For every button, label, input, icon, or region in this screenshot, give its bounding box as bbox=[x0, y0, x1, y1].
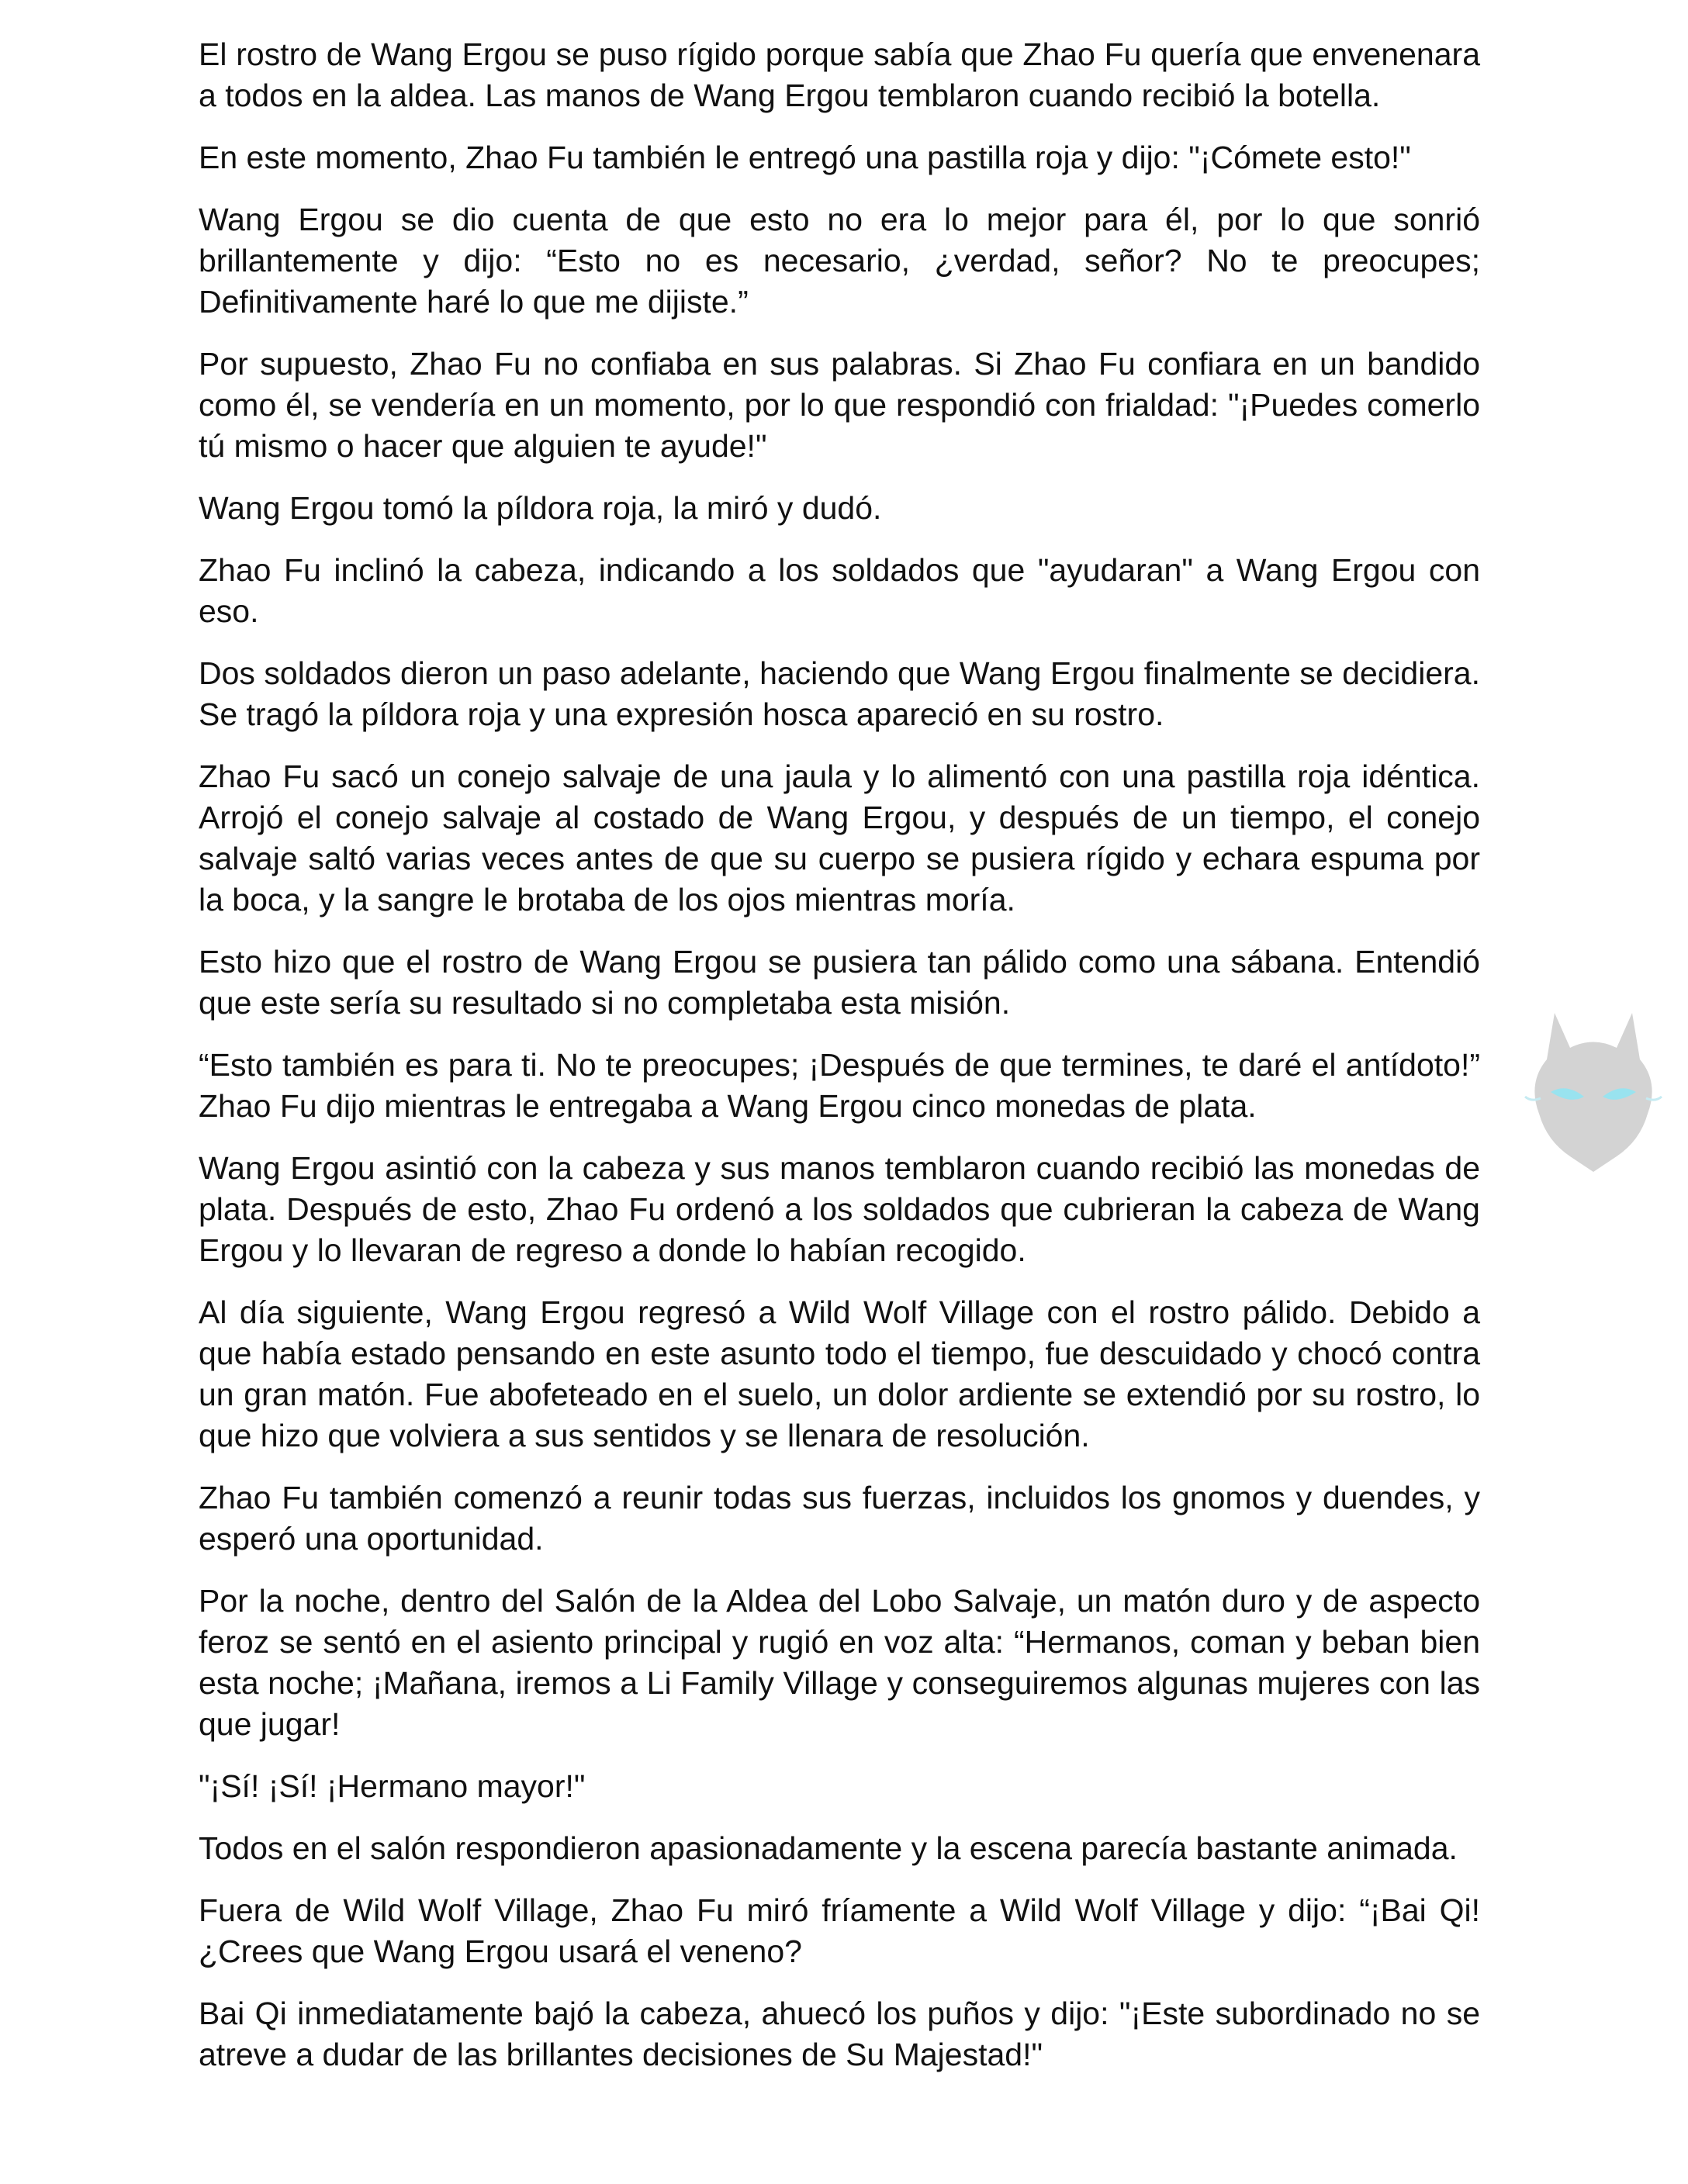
paragraph-9: Esto hizo que el rostro de Wang Ergou se pusiera tan pálido como una sábana. Entendió que este sería su resultado si no completaba esta misión. bbox=[199, 944, 1480, 1021]
paragraph-10: “Esto también es para ti. No te preocupes; ¡Después de que termines, te daré el antídoto!” Zhao Fu dijo mientras le entregaba a Wang Ergou cinco monedas de plata. bbox=[199, 1047, 1480, 1124]
paragraph-16: Todos en el salón respondieron apasionadamente y la escena parecía bastante animada. bbox=[199, 1830, 1458, 1866]
document-page bbox=[199, 34, 1480, 2096]
paragraph-3: Wang Ergou se dio cuenta de que esto no era lo mejor para él, por lo que sonrió brillantemente y dijo: “Esto no es necesario, ¿verdad, señor? No te preocupes; Definitivamente haré lo que me dijiste.” bbox=[199, 202, 1480, 320]
paragraph-4: Por supuesto, Zhao Fu no confiaba en sus palabras. Si Zhao Fu confiara en un bandido como él, se vendería en un momento, por lo que respondió con frialdad: "¡Puedes comerlo tú mismo o hacer que alguien te ayude!" bbox=[199, 346, 1480, 464]
paragraph-8: Zhao Fu sacó un conejo salvaje de una jaula y lo alimentó con una pastilla roja idéntica. Arrojó el conejo salvaje al costado de Wang Ergou, y después de un tiempo, el conejo salvaje saltó varias veces antes de que su cuerpo se pusiera rígido y echara espuma por la boca, y la sangre le brotaba de los ojos mientras moría. bbox=[199, 759, 1480, 917]
paragraph-15: "¡Sí! ¡Sí! ¡Hermano mayor!" bbox=[199, 1768, 586, 1804]
paragraph-7: Dos soldados dieron un paso adelante, haciendo que Wang Ergou finalmente se decidiera. Se tragó la píldora roja y una expresión hosca apareció en su rostro. bbox=[199, 655, 1480, 732]
demon-head-icon bbox=[1524, 1005, 1663, 1176]
paragraph-13: Zhao Fu también comenzó a reunir todas sus fuerzas, incluidos los gnomos y duendes, y esperó una oportunidad. bbox=[199, 1480, 1480, 1557]
paragraph-11: Wang Ergou asintió con la cabeza y sus manos temblaron cuando recibió las monedas de plata. Después de esto, Zhao Fu ordenó a los soldados que cubrieran la cabeza de Wang Ergou y lo llevaran de regreso a donde lo habían recogido. bbox=[199, 1150, 1480, 1268]
paragraph-12: Al día siguiente, Wang Ergou regresó a Wild Wolf Village con el rostro pálido. Debido a que había estado pensando en este asunto todo el tiempo, fue descuidado y chocó contra un gran matón. Fue abofeteado en el suelo, un dolor ardiente se extendió por su rostro, lo que hizo que volviera a sus sentidos y se llenara de resolución. bbox=[199, 1294, 1480, 1453]
paragraph-2: En este momento, Zhao Fu también le entregó una pastilla roja y dijo: "¡Cómete esto!" bbox=[199, 140, 1411, 175]
paragraph-6: Zhao Fu inclinó la cabeza, indicando a los soldados que "ayudaran" a Wang Ergou con eso. bbox=[199, 552, 1480, 629]
paragraph-17: Fuera de Wild Wolf Village, Zhao Fu miró fríamente a Wild Wolf Village y dijo: “¡Bai Qi! ¿Crees que Wang Ergou usará el veneno? bbox=[199, 1892, 1480, 1969]
paragraph-5: Wang Ergou tomó la píldora roja, la miró y dudó. bbox=[199, 490, 882, 526]
paragraph-18: Bai Qi inmediatamente bajó la cabeza, ahuecó los puños y dijo: "¡Este subordinado no se atreve a dudar de las brillantes decisiones de Su Majestad!" bbox=[199, 1996, 1480, 2072]
paragraph-14: Por la noche, dentro del Salón de la Aldea del Lobo Salvaje, un matón duro y de aspecto feroz se sentó en el asiento principal y rugió en voz alta: “Hermanos, coman y beban bien esta noche; ¡Mañana, iremos a Li Family Village y conseguiremos algunas mujeres con las que jugar! bbox=[199, 1583, 1480, 1742]
paragraph-1: El rostro de Wang Ergou se puso rígido porque sabía que Zhao Fu quería que envenenara a todos en la aldea. Las manos de Wang Ergou temblaron cuando recibió la botella. bbox=[199, 36, 1480, 113]
